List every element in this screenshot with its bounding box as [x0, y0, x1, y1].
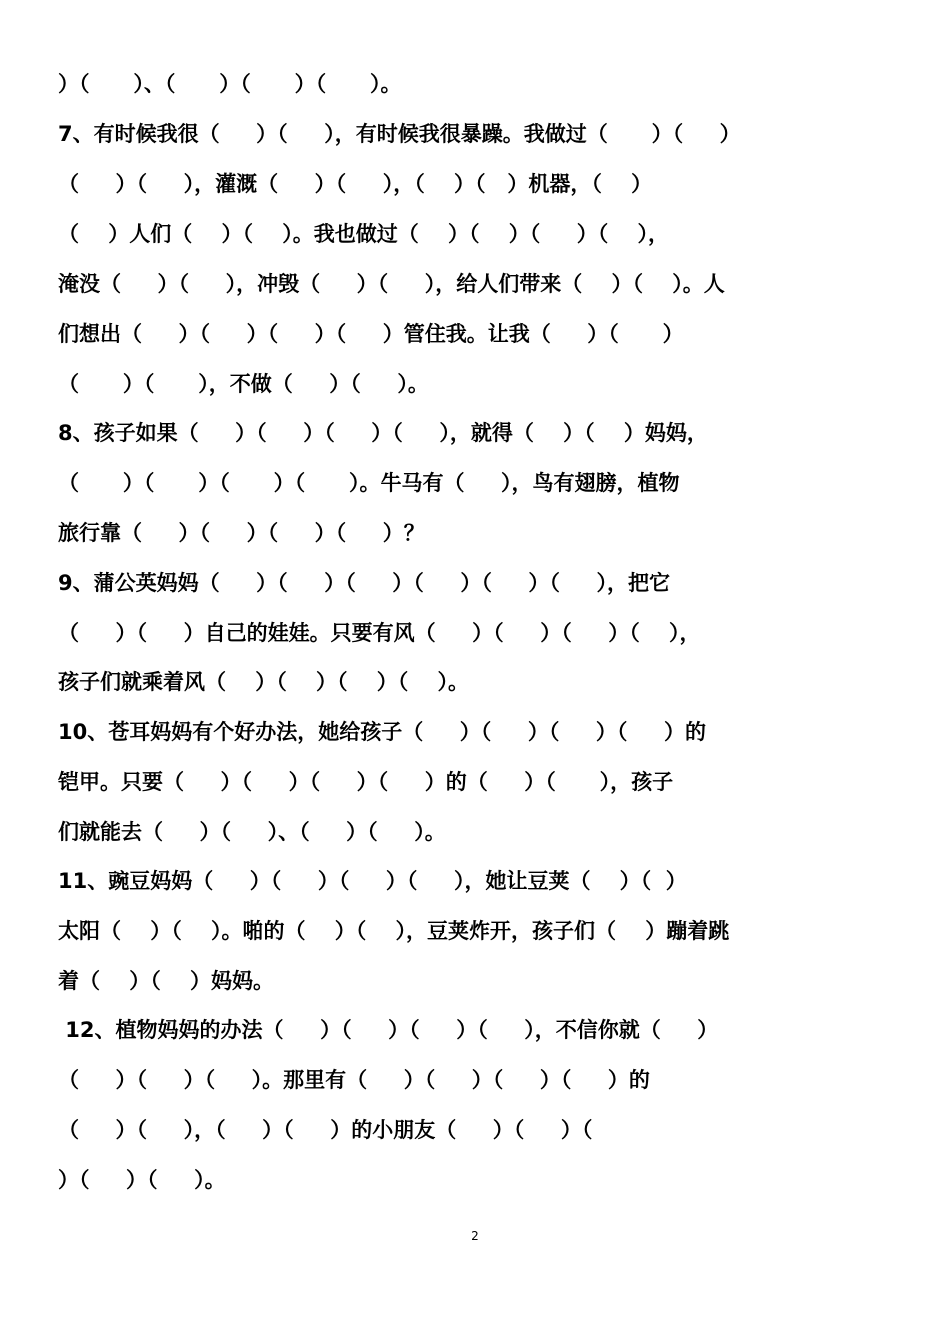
text-line-12: （ ）（ ）自己的娃娃。只要有风（ ）（ ）（ ）（ ），: [58, 621, 701, 645]
text-line-11: 9、蒲公英妈妈（ ）（ ）（ ）（ ）（ ）（ ），把它: [58, 571, 670, 595]
text-line-10: 旅行靠（ ）（ ）（ ）（ ）？: [58, 521, 425, 545]
page-number: 2: [471, 1229, 479, 1243]
text-line-13: 孩子们就乘着风（ ）（ ）（ ）（ ）。: [58, 670, 469, 694]
text-line-1: ）（ ）、（ ）（ ）（ ）。: [58, 72, 402, 96]
text-line-2: 7、有时候我很（ ）（ ），有时候我很暴躁。我做过（ ）（ ）: [58, 122, 741, 146]
text-line-4: （ ）人们（ ）（ ）。我也做过（ ）（ ）（ ）（ ），: [58, 222, 670, 246]
text-line-14: 10、苍耳妈妈有个好办法，她给孩子（ ）（ ）（ ）（ ）的: [58, 720, 706, 744]
text-line-16: 们就能去（ ）（ ）、（ ）（ ）。: [58, 820, 446, 844]
text-line-17: 11、豌豆妈妈（ ）（ ）（ ）（ ），她让豆荚（ ）（ ）: [58, 869, 687, 893]
text-line-8: 8、孩子如果（ ）（ ）（ ）（ ），就得（ ）（ ）妈妈，: [58, 421, 708, 445]
text-line-9: （ ）（ ）（ ）（ ）。牛马有（ ），鸟有翅膀，植物: [58, 471, 680, 495]
text-line-3: （ ）（ ），灌溉（ ）（ ），（ ）（ ）机器，（ ）: [58, 172, 653, 196]
text-line-18: 太阳（ ）（ ）。啪的（ ）（ ），豆荚炸开，孩子们（ ）蹦着跳: [58, 919, 730, 943]
text-line-7: （ ）（ ），不做（ ）（ ）。: [58, 372, 429, 396]
text-line-6: 们想出（ ）（ ）（ ）（ ）管住我。让我（ ）（ ）: [58, 322, 684, 346]
text-line-15: 铠甲。只要（ ）（ ）（ ）（ ）的（ ）（ ），孩子: [58, 770, 674, 794]
text-line-19: 着（ ）（ ）妈妈。: [58, 969, 274, 993]
text-line-20: 12、植物妈妈的办法（ ）（ ）（ ）（ ），不信你就（ ）: [58, 1018, 719, 1042]
text-line-5: 淹没（ ）（ ），冲毁（ ）（ ），给人们带来（ ）（ ）。人: [58, 272, 725, 296]
text-line-22: （ ）（ ），（ ）（ ）的小朋友（ ）（ ）（: [58, 1118, 593, 1142]
text-line-23: ）（ ）（ ）。: [58, 1168, 226, 1192]
text-line-21: （ ）（ ）（ ）。那里有（ ）（ ）（ ）（ ）的: [58, 1068, 650, 1092]
